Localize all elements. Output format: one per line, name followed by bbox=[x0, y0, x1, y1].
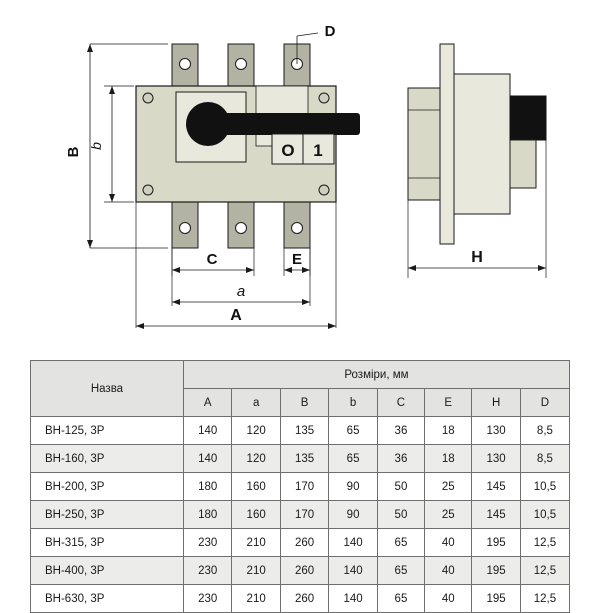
cell-name: ВН-125, 3Р bbox=[31, 417, 184, 445]
table-row bbox=[31, 585, 570, 613]
cell-B: 260 bbox=[280, 557, 328, 585]
cell-D: 12,5 bbox=[520, 557, 569, 585]
table-header-row-1 bbox=[31, 361, 570, 389]
table-head bbox=[31, 361, 570, 417]
cell-A: 180 bbox=[183, 501, 231, 529]
cell-H: 145 bbox=[472, 473, 520, 501]
table-row bbox=[31, 473, 570, 501]
header-col-a: a bbox=[232, 389, 280, 417]
header-col-A: A bbox=[183, 389, 231, 417]
position-on-label: 1 bbox=[313, 141, 323, 160]
cell-A: 140 bbox=[183, 417, 231, 445]
cell-H: 195 bbox=[472, 585, 520, 613]
cell-D: 12,5 bbox=[520, 585, 569, 613]
side-view bbox=[408, 44, 546, 278]
dimensions-table bbox=[30, 360, 570, 613]
cell-D: 8,5 bbox=[520, 417, 569, 445]
cell-C: 50 bbox=[377, 473, 424, 501]
cell-E: 25 bbox=[425, 501, 472, 529]
cell-a: 120 bbox=[232, 417, 280, 445]
position-off-label: O bbox=[281, 141, 295, 160]
cell-A: 230 bbox=[183, 585, 231, 613]
label-a: a bbox=[236, 283, 246, 300]
cell-C: 50 bbox=[377, 501, 424, 529]
cell-name: ВН-400, 3Р bbox=[31, 557, 184, 585]
header-col-E: E bbox=[425, 389, 472, 417]
table-row bbox=[31, 529, 570, 557]
bottom-busbars bbox=[172, 200, 310, 248]
cell-A: 180 bbox=[183, 473, 231, 501]
cell-B: 135 bbox=[280, 445, 328, 473]
cell-name: ВН-200, 3Р bbox=[31, 473, 184, 501]
cell-A: 140 bbox=[183, 445, 231, 473]
cell-b: 90 bbox=[329, 501, 377, 529]
cell-b: 65 bbox=[329, 445, 377, 473]
cell-H: 145 bbox=[472, 501, 520, 529]
cell-B: 170 bbox=[280, 501, 328, 529]
cell-a: 120 bbox=[232, 445, 280, 473]
cell-b: 140 bbox=[329, 557, 377, 585]
header-col-B: B bbox=[280, 389, 328, 417]
cell-E: 18 bbox=[425, 445, 472, 473]
cell-E: 25 bbox=[425, 473, 472, 501]
label-H: H bbox=[471, 249, 483, 266]
cell-a: 160 bbox=[232, 473, 280, 501]
cell-C: 36 bbox=[377, 445, 424, 473]
cell-E: 40 bbox=[425, 557, 472, 585]
cell-C: 65 bbox=[377, 529, 424, 557]
cell-A: 230 bbox=[183, 557, 231, 585]
cell-E: 18 bbox=[425, 417, 472, 445]
cell-a: 210 bbox=[232, 529, 280, 557]
cell-B: 170 bbox=[280, 473, 328, 501]
top-busbars bbox=[172, 44, 310, 92]
cell-a: 210 bbox=[232, 585, 280, 613]
cell-E: 40 bbox=[425, 529, 472, 557]
position-indicator-plate bbox=[272, 134, 334, 164]
cell-b: 90 bbox=[329, 473, 377, 501]
front-view bbox=[65, 23, 360, 329]
header-col-D: D bbox=[520, 389, 569, 417]
cell-B: 135 bbox=[280, 417, 328, 445]
label-D: D bbox=[324, 23, 336, 40]
cell-B: 260 bbox=[280, 529, 328, 557]
cell-C: 65 bbox=[377, 557, 424, 585]
table-row bbox=[31, 501, 570, 529]
header-col-b: b bbox=[329, 389, 377, 417]
label-B: B bbox=[65, 146, 82, 158]
cell-B: 260 bbox=[280, 585, 328, 613]
header-col-H: H bbox=[472, 389, 520, 417]
cell-name: ВН-630, 3Р bbox=[31, 585, 184, 613]
label-A: A bbox=[230, 307, 242, 324]
cell-a: 160 bbox=[232, 501, 280, 529]
cell-D: 8,5 bbox=[520, 445, 569, 473]
cell-A: 230 bbox=[183, 529, 231, 557]
cell-D: 12,5 bbox=[520, 529, 569, 557]
cell-E: 40 bbox=[425, 585, 472, 613]
header-col-C: C bbox=[377, 389, 424, 417]
cell-D: 10,5 bbox=[520, 473, 569, 501]
cell-H: 130 bbox=[472, 417, 520, 445]
cell-b: 140 bbox=[329, 585, 377, 613]
cell-H: 195 bbox=[472, 557, 520, 585]
cell-D: 10,5 bbox=[520, 501, 569, 529]
header-dimensions-group: Розміри, мм bbox=[183, 361, 569, 389]
label-b: b bbox=[88, 142, 104, 150]
cell-H: 195 bbox=[472, 529, 520, 557]
table-row bbox=[31, 445, 570, 473]
label-E: E bbox=[291, 251, 303, 268]
cell-C: 65 bbox=[377, 585, 424, 613]
cell-name: ВН-160, 3Р bbox=[31, 445, 184, 473]
table-row bbox=[31, 417, 570, 445]
cell-name: ВН-250, 3Р bbox=[31, 501, 184, 529]
cell-H: 130 bbox=[472, 445, 520, 473]
header-name: Назва bbox=[31, 361, 184, 417]
label-C: C bbox=[206, 251, 218, 268]
dimension-b bbox=[104, 86, 134, 202]
cell-b: 140 bbox=[329, 529, 377, 557]
table-body bbox=[31, 417, 570, 613]
cell-C: 36 bbox=[377, 417, 424, 445]
cell-name: ВН-315, 3Р bbox=[31, 529, 184, 557]
table-row bbox=[31, 557, 570, 585]
cell-b: 65 bbox=[329, 417, 377, 445]
cell-a: 210 bbox=[232, 557, 280, 585]
